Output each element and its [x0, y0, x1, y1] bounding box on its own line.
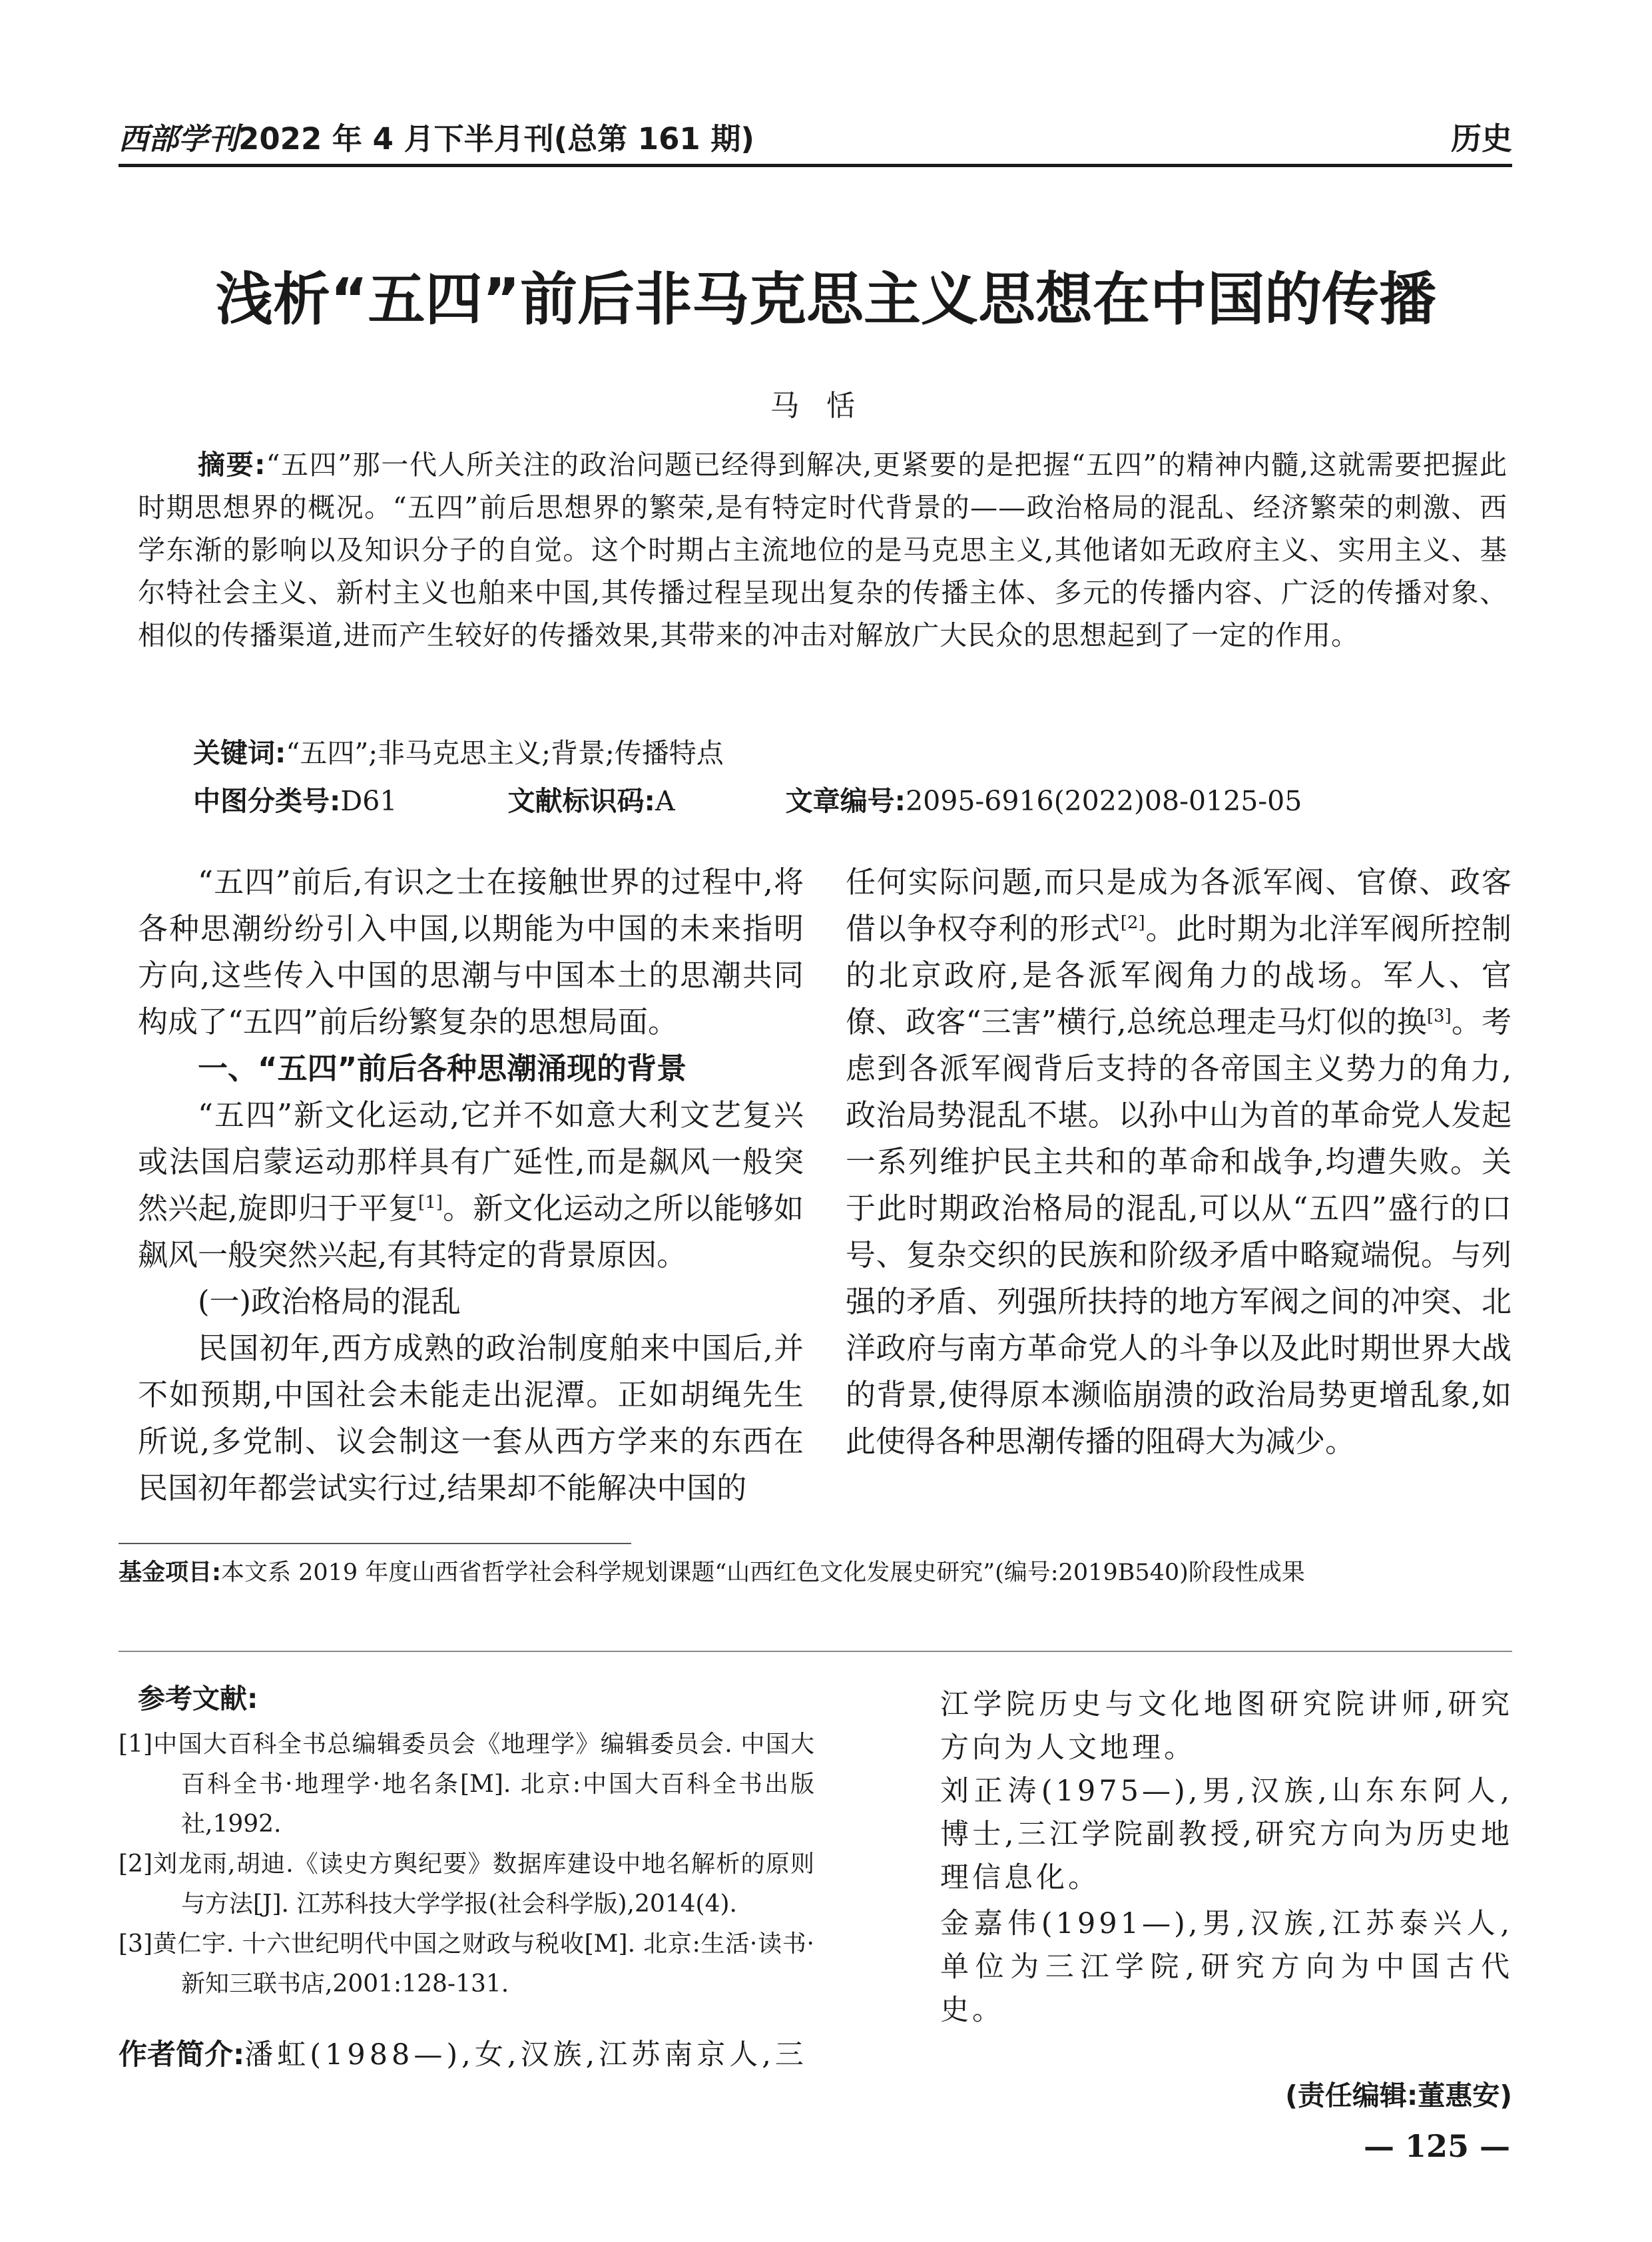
reference-item: [1]中国大百科全书总编辑委员会《地理学》编辑委员会. 中国大百科全书·地理学·地名条[M]. 北京:中国大百科全书出版社,1992.	[119, 1731, 814, 1838]
keywords-label: 关键词:	[193, 737, 286, 769]
paragraph-text: 。此时期为北洋军阀所控制的北京政府,是各派军阀角力的战场。军人、官僚、政客“三害”横行,总统总理走马灯似的换	[846, 911, 1512, 1039]
article-title: 浅析“五四”前后非马克思主义思想在中国的传播	[215, 266, 1437, 333]
keywords-text: “五四”;非马克思主义;背景;传播特点	[286, 737, 724, 769]
journal-brand: 西部学刊	[119, 121, 239, 156]
body-right-column	[846, 859, 1512, 1465]
body-paragraph: 民国初年,西方成熟的政治制度舶来中国后,并不如预期,中国社会未能走出泥潭。正如胡绳先生所说,多党制、议会制这一套从西方学来的东西在民国初年都尝试实行过,结果却不能解决中国的	[138, 1330, 804, 1506]
author-bio-text: 江学院历史与文化地图研究院讲师,研究方向为人文地理。	[940, 1688, 1513, 1765]
section-label: 历史	[1451, 121, 1512, 156]
reference-item: [2]刘龙雨,胡迪.《读史方舆纪要》数据库建设中地名解析的原则与方法[J]. 江苏科技大学学报(社会科学版),2014(4).	[119, 1850, 814, 1918]
section-heading: 一、“五四”前后各种思潮涌现的背景	[198, 1051, 687, 1086]
paragraph-text: 任何实际问题,而只是成为各派军阀、官僚、政客借以争权夺利的形式	[846, 864, 1512, 946]
citation-2: [2]	[1120, 913, 1145, 933]
author-bio-label: 作者简介:	[119, 2038, 245, 2072]
subsection-heading: (一)政治格局的混乱	[198, 1284, 461, 1319]
article-author: 马恬	[770, 389, 882, 423]
journal-issue: 2022 年 4 月下半月刊(总第 161 期)	[238, 121, 754, 156]
fund-label: 基金项目:	[119, 1559, 221, 1586]
reference-item: [3]黄仁宇. 十六世纪明代中国之财政与税收[M]. 北京:生活·读书·新知三联书店,2001:128-131.	[119, 1930, 814, 1998]
article-number-label: 文章编号:	[785, 785, 906, 817]
paragraph-text: 。新文化运动之所以能够如飙风一般突然兴起,有其特定的背景原因。	[138, 1191, 804, 1272]
clc-label: 中图分类号:	[193, 785, 341, 817]
abstract-text: “五四”那一代人所关注的政治问题已经得到解决,更紧要的是把握“五四”的精神内髓,这就需要把握此时期思想界的概况。“五四”前后思想界的繁荣,是有特定时代背景的——政治格局的混乱、经济繁荣的刺激、西学东渐的影响以及知识分子的自觉。这个时期占主流地位的是马克思主义,其他诸如无政府主义、实用主义、基尔特社会主义、新村主义也舶来中国,其传播过程呈现出复杂的传播主体、多元的传播内容、广泛的传播对象、相似的传播渠道,进而产生较好的传播效果,其带来的冲击对解放广大民众的思想起到了一定的作用。	[138, 449, 1508, 651]
author-bio-continued	[940, 1683, 1513, 2032]
author-bio-text: 金嘉伟(1991—),男,汉族,江苏泰兴人,单位为三江学院,研究方向为中国古代史。	[940, 1907, 1513, 2027]
body-paragraph: “五四”前后,有识之士在接触世界的过程中,将各种思潮纷纷引入中国,以期能为中国的未来指明方向,这些传入中国的思潮与中国本土的思潮共同构成了“五四”前后纷繁复杂的思想局面。	[138, 864, 804, 1039]
references-heading: 参考文献:	[138, 1683, 258, 1715]
references-rule	[119, 1651, 1512, 1652]
paragraph-text: “五四”新文化运动,它并不如意大利文艺复兴或法国启蒙运动那样具有广延性,而是飙风一般突然兴起,旋即归于平复	[138, 1097, 804, 1226]
body-left-column	[138, 859, 804, 1512]
references-list	[119, 1725, 814, 2004]
journal-header	[119, 115, 754, 158]
author-bio	[119, 2032, 811, 2073]
citation-3: [3]	[1426, 1006, 1452, 1026]
classification-line	[193, 779, 1302, 818]
abstract	[138, 443, 1508, 657]
body-paragraph	[138, 1092, 804, 1278]
article-number-value: 2095-6916(2022)08-0125-05	[906, 785, 1302, 817]
fund-text: 本文系 2019 年度山西省哲学社会科学规划课题“山西红色文化发展史研究”(编号:2019B540)阶段性成果	[221, 1559, 1305, 1586]
header-rule	[119, 164, 1512, 167]
page-number: — 125 —	[1363, 2128, 1510, 2164]
clc-value: D61	[340, 785, 398, 817]
footnote-separator	[119, 1543, 631, 1544]
author-bio-text: 刘正涛(1975—),男,汉族,山东东阿人,博士,三江学院副教授,研究方向为历史地理信息化。	[940, 1775, 1513, 1894]
keywords	[193, 731, 724, 770]
author-bio-line: 潘虹(1988—),女,汉族,江苏南京人,三	[244, 2038, 808, 2072]
citation-1: [1]	[418, 1193, 443, 1213]
body-paragraph	[846, 859, 1512, 1465]
paragraph-text: 。考虑到各派军阀背后支持的各帝国主义势力的角力,政治局势混乱不堪。以孙中山为首的革命党人发起一系列维护民主共和的革命和战争,均遭失败。关于此时期政治格局的混乱,可以从“五四”盛行的口号、复杂交织的民族和阶级矛盾中略窥端倪。与列强的矛盾、列强所扶持的地方军阀之间的冲突、北洋政府与南方革命党人的斗争以及此时期世界大战的背景,使得原本濒临崩溃的政治局势更增乱象,如此使得各种思潮传播的阻碍大为减少。	[846, 1004, 1512, 1459]
doc-code-label: 文献标识码:	[507, 785, 655, 817]
fund-note	[119, 1554, 1305, 1587]
responsible-editor: (责任编辑:董惠安)	[1285, 2080, 1512, 2111]
abstract-label: 摘要:	[198, 449, 266, 481]
doc-code-value: A	[655, 785, 675, 817]
